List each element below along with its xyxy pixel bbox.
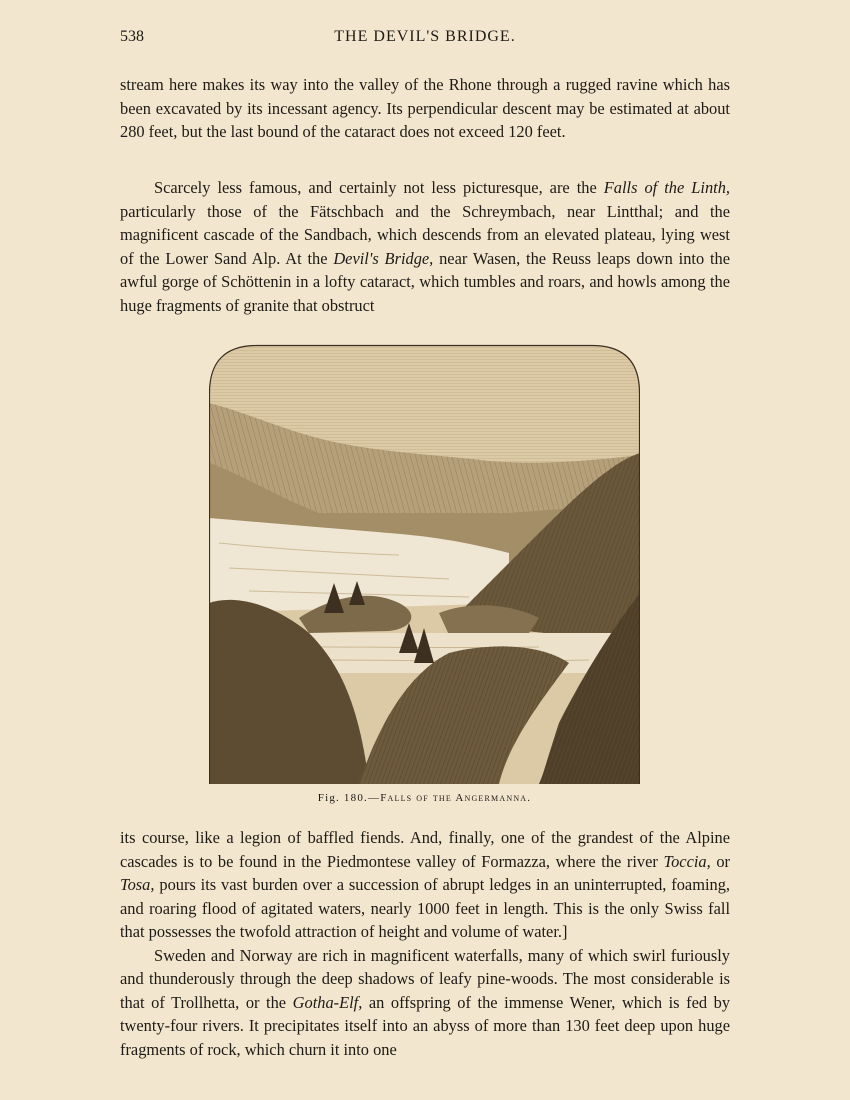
paragraph-2: [120, 176, 730, 317]
running-head: THE DEVIL'S BRIDGE.: [334, 28, 516, 45]
waterfall-engraving: [209, 343, 640, 784]
paragraph-3-text: its course, like a legion of baffled fiends. And, finally, one of the grandest of the Alpine cascades is to be found in the Piedmontese valley of Formazza, where the river Toccia, or Tosa, pours its vast burden over a succession of abrupt ledges in an uninterrupted, foaming, and roaring flood of agitated waters, nearly 1000 feet in length. This is the only Swiss fall that possesses the twofold attraction of height and volume of water.]: [120, 828, 730, 941]
paragraph-1: [120, 73, 730, 144]
toccia: Toccia,: [663, 851, 711, 871]
page-header: [120, 28, 730, 52]
figure-number: Fig. 180.—: [317, 792, 381, 804]
paragraph-2-text: Scarcely less famous, and certainly not less picturesque, are the Falls of the Linth, particularly those of the Fätschbach and the Schreymbach, near Lintthal; and the magnificent cascade of the Sandbach, which descends from an elevated plateau, lying west of the Lower Sand Alp. At the Devil's Bridge, near Wasen, the Reuss leaps down into the awful gorge of Schöttenin in a lofty cataract, which tumbles and roars, and howls among the huge fragments of granite that obstruct: [120, 178, 730, 315]
paragraph-3-4: [120, 826, 730, 1061]
paragraph-1-text: stream here makes its way into the valley of the Rhone through a rugged ravine which has been excavated by its incessant agency. Its perpendicular descent may be estimated at about 280 feet, but the last bound of the cataract does not exceed 120 feet.: [120, 75, 730, 141]
page-number: 538: [120, 28, 144, 45]
figure-title: Falls of the Angermanna.: [380, 792, 532, 804]
falls-of-the-linth: Falls of the Linth,: [603, 178, 730, 197]
figure-caption: [209, 792, 640, 804]
tosa: Tosa,: [120, 875, 155, 894]
gotha-elf: Gotha-Elf,: [292, 992, 363, 1012]
paragraph-4-text: Sweden and Norway are rich in magnificent waterfalls, many of which swirl furiously and thunderously through the deep shadows of leafy pine-woods. The most considerable is that of Trollhetta, or the Gotha-Elf, an offspring of the immense Wener, which is fed by twenty-four rivers. It precipitates itself into an abyss of more than 130 feet deep upon huge fragments of rock, which churn it into one: [120, 945, 731, 1059]
devils-bridge: Devil's Bridge,: [333, 248, 434, 268]
